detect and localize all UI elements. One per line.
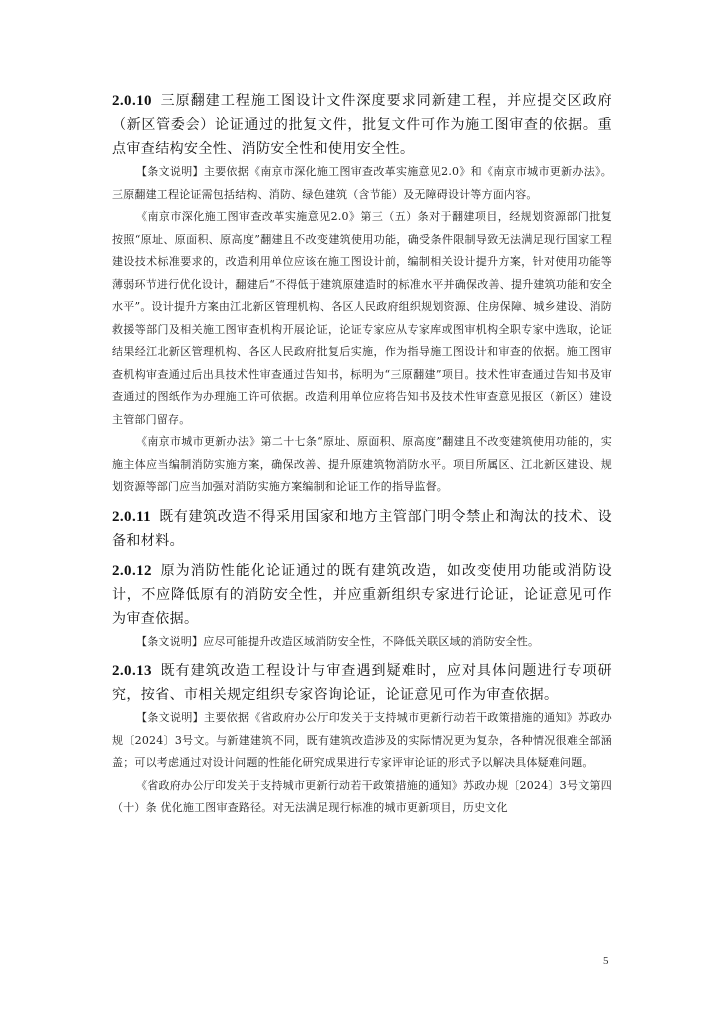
clause-explanation: 【条文说明】应尽可能提升改造区域消防安全性，不降低关联区域的消防安全性。 xyxy=(136,634,540,648)
section-2-0-10 xyxy=(112,89,612,499)
section-2-0-13 xyxy=(112,659,612,820)
clause xyxy=(112,659,612,707)
clause-number: 2.0.10 xyxy=(112,93,152,109)
section-2-0-12 xyxy=(112,559,612,654)
clause-text: 既有建筑改造工程设计与审查遇到疑难时，应对具体问题进行专项研究，按省、市相关规定组织专家咨询论证，论证意见可作为审查依据。 xyxy=(112,663,612,703)
clause xyxy=(112,559,612,631)
page-content xyxy=(112,89,612,820)
clause-number: 2.0.11 xyxy=(112,508,152,525)
clause xyxy=(112,505,612,553)
section-2-0-11 xyxy=(112,505,612,553)
clause-number: 2.0.13 xyxy=(112,663,152,679)
clause-explanation: 【条文说明】主要依据《南京市深化施工图审查改革实施意见2.0》和《南京市城市更新办法》。三原翻建工程论证需包括结构、消防、绿色建筑（含节能）及无障碍设计等方面内容。 xyxy=(112,165,612,201)
clause-explanation: 【条文说明】主要依据《省政府办公厅印发关于支持城市更新行动若干政策措施的通知》苏政办规〔2024〕3号文。与新建建筑不同，既有建筑改造涉及的实际情况更为复杂，各种情况很难全部涵盖；可以考虑通过对设计问题的性能化研究成果进行专家评审论证的形式予以解决具体疑难问题。 xyxy=(112,711,612,769)
clause-text: 既有建筑改造不得采用国家和地方主管部门明令禁止和淘汰的技术、设备和材料。 xyxy=(112,508,612,549)
clause-number: 2.0.12 xyxy=(112,562,152,579)
clause-text: 三原翻建工程施工图设计文件深度要求同新建工程，并应提交区政府（新区管委会）论证通过的批复文件，批复文件可作为施工图审查的依据。重点审查结构安全性、消防安全性和使用安全性。 xyxy=(112,93,612,157)
clause-explanation: 《省政府办公厅印发关于支持城市更新行动若干政策措施的通知》苏政办规〔2024〕3号文第四（十）条 优化施工图审查路径。对无法满足现行标准的城市更新项目，历史文化 xyxy=(112,778,612,814)
clause xyxy=(112,89,612,161)
clause-explanation: 《南京市城市更新办法》第二十七条“原址、原面积、原高度”翻建且不改变建筑使用功能的，实施主体应当编制消防实施方案，确保改善、提升原建筑物消防水平。项目所属区、江北新区建设、规划资源等部门应当加强对消防实施方案编制和论证工作的指导监督。 xyxy=(112,435,612,493)
clause-text: 原为消防性能化论证通过的既有建筑改造，如改变使用功能或消防设计，不应降低原有的消防安全性，并应重新组织专家进行论证，论证意见可作为审查依据。 xyxy=(112,562,612,627)
clause-explanation: 《南京市深化施工图审查改革实施意见2.0》第三（五）条对于翻建项目，经规划资源部门批复按照“原址、原面积、原高度”翻建且不改变建筑使用功能，确受条件限制导致无法满足现行国家工程建设技术标准要求的，改造利用单位应该在施工图设计前，编制相关设计提升方案，针对使用功能等薄弱环节进行优化设计，翻建后“不得低于建筑原建造时的标准水平并确保改善、提升建筑功能和安全水平”。设计提升方案由江北新区管理机构、各区人民政府组织规划资源、住房保障、城乡建设、消防救援等部门及相关施工图审查机构开展论证，论证专家应从专家库或图审机构全职专家中选取，论证结果经江北新区管理机构、各区人民政府批复后实施，作为指导施工图设计和审查的依据。施工图审查机构审查通过后出具技术性审查通过告知书，标明为“三原翻建”项目。技术性审查通过告知书及审查通过的图纸作为办理施工许可依据。改造利用单位应将告知书及技术性审查意见报区（新区）建设主管部门留存。 xyxy=(112,210,612,426)
page-number: 5 xyxy=(603,955,609,967)
